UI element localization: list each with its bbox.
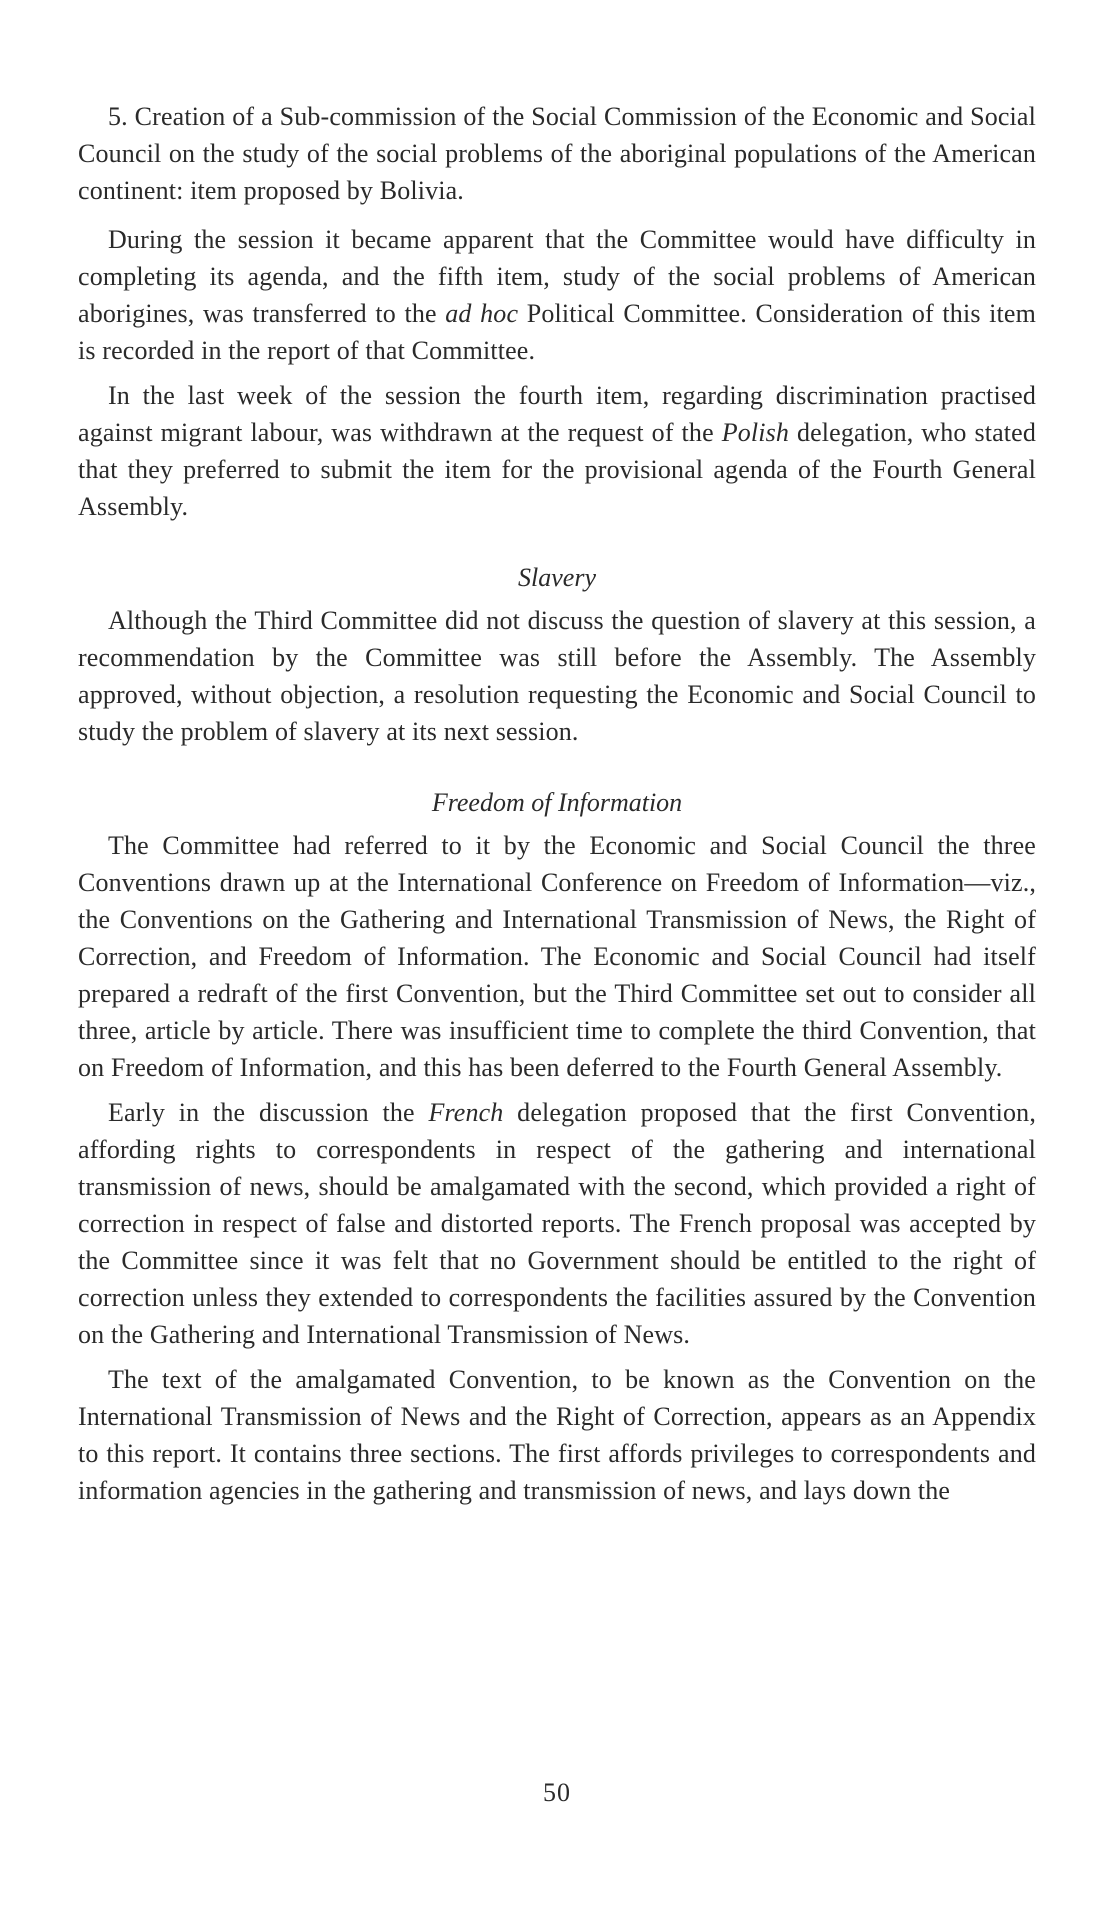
paragraph-last-week bbox=[78, 377, 1036, 525]
text-run: delegation proposed that the first Convention, affording rights to correspondents in respect of the gathering and international transmission of news, should be amalgamated with the second, which provided a right of correction in respect of false and distorted reports. The French proposal was accepted by the Committee since it was felt that no Government should be entitled to the right of correction unless they extended to correspondents the facilities assured by the Convention on the Gathering and International Transmission of News. bbox=[78, 1098, 1036, 1349]
paragraph-slavery bbox=[78, 602, 1036, 750]
italic-text: Polish bbox=[721, 418, 790, 447]
text-run: The text of the amalgamated Convention, to be known as the Convention on the International Transmission of News and the Right of Correction, appears as an Appendix to this report. It contains three sections. The first affords privileges to correspondents and information agencies in the gathering and transmission of news, and lays down the bbox=[78, 1365, 1036, 1505]
text-run: Although the Third Committee did not discuss the question of slavery at this session, a recommendation by the Committee was still before the Assembly. The Assembly approved, without objection, a resolution requesting the Economic and Social Council to study the problem of slavery at its next session. bbox=[78, 606, 1036, 746]
text-run: delegation, who stated that they preferred to submit the item for the provisional agenda of the Fourth General Assembly. bbox=[78, 418, 1036, 521]
heading-freedom-of-information: Freedom of Information bbox=[431, 788, 683, 817]
text-run: In the last week of the session the fourth item, regarding discrimination practised against migrant labour, was withdrawn at the request of the bbox=[78, 381, 1036, 447]
agenda-item-5: 5. Creation of a Sub-commission of the Social Commission of the Economic and Social Council on the study of the social problems of the aboriginal populations of the American continent: item proposed by Bolivia. bbox=[78, 102, 1036, 205]
paragraph-freedom-1 bbox=[78, 827, 1036, 1086]
heading-slavery: Slavery bbox=[518, 563, 596, 592]
text-run: Early in the discussion the bbox=[108, 1098, 429, 1127]
paragraph-freedom-3 bbox=[78, 1361, 1036, 1509]
paragraph-session bbox=[78, 221, 1036, 369]
page-number: 50 bbox=[543, 1778, 571, 1807]
text-run: Political Committee. Consideration of this item is recorded in the report of that Committee. bbox=[78, 299, 1036, 365]
italic-text: ad hoc bbox=[445, 299, 519, 328]
paragraph-freedom-2 bbox=[78, 1094, 1036, 1353]
italic-text: French bbox=[428, 1098, 504, 1127]
text-run: The Committee had referred to it by the Economic and Social Council the three Conventions drawn up at the International Conference on Freedom of Information—viz., the Conventions on the Gathering and International Transmission of News, the Right of Correction, and Freedom of Information. The Economic and Social Council had itself prepared a redraft of the first Convention, but the Third Committee set out to consider all three, article by article. There was insufficient time to complete the third Convention, that on Freedom of Information, and this has been deferred to the Fourth General Assembly. bbox=[78, 831, 1036, 1082]
text-run: During the session it became apparent that the Committee would have difficulty in completing its agenda, and the fifth item, study of the social problems of American aborigines, was transferred to the bbox=[78, 225, 1036, 328]
